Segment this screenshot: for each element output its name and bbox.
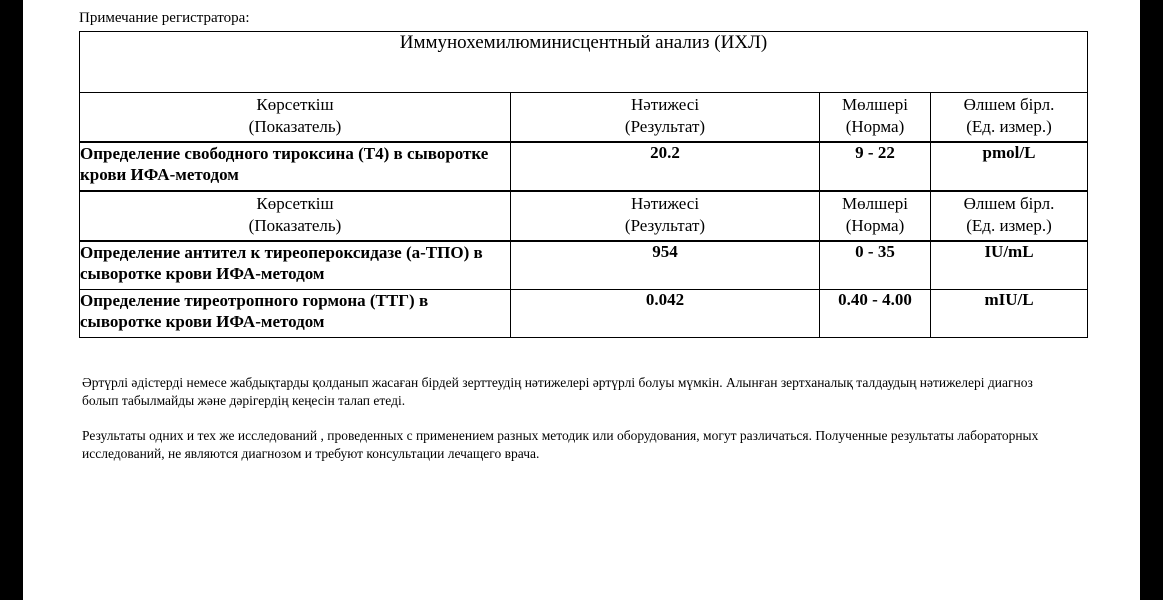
row-result: 0.042	[511, 290, 820, 338]
disclaimer-kazakh: Әртүрлі әдістерді немесе жабдықтарды қолданып жасаған бірдей зерттеудің нәтижелері әртүрлі болуы мүмкін. Алынған зертханалық талдаудың нәтижелері диагноз болып табылмайды және дәрігердің кеңесін талап етеді.	[82, 375, 1033, 408]
row-norm: 9 - 22	[820, 142, 931, 191]
table-header-row	[80, 191, 1088, 241]
header-result	[511, 191, 820, 241]
header-result-ru: (Результат)	[624, 117, 706, 136]
header-unit-ru: (Ед. измер.)	[966, 117, 1052, 136]
row-result: 20.2	[511, 142, 820, 191]
row-unit: pmol/L	[931, 142, 1088, 191]
row-norm: 0.40 - 4.00	[820, 290, 931, 338]
header-indicator-ru: (Показатель)	[248, 216, 342, 235]
header-norm	[820, 93, 931, 143]
header-norm-ru: (Норма)	[845, 117, 905, 136]
table-title: Иммунохемилюминисцентный анализ (ИХЛ)	[80, 32, 1088, 93]
header-indicator	[80, 191, 511, 241]
header-unit	[931, 93, 1088, 143]
row-parameter: Определение тиреотропного гормона (ТТГ) в сыворотке крови ИФА-методом	[80, 290, 511, 338]
header-unit-kz: Өлшем бірл.	[963, 194, 1055, 213]
header-indicator	[80, 93, 511, 143]
row-result: 954	[511, 241, 820, 290]
row-unit: IU/mL	[931, 241, 1088, 290]
header-norm-kz: Мөлшері	[842, 95, 908, 114]
table-row	[80, 290, 1088, 338]
table-row	[80, 142, 1088, 191]
header-norm-ru: (Норма)	[845, 216, 905, 235]
header-result-ru: (Результат)	[624, 216, 706, 235]
header-indicator-ru: (Показатель)	[248, 117, 342, 136]
header-norm	[820, 191, 931, 241]
row-parameter: Определение свободного тироксина (Т4) в сыворотке крови ИФА-методом	[80, 142, 511, 191]
header-norm-kz: Мөлшері	[842, 194, 908, 213]
row-norm: 0 - 35	[820, 241, 931, 290]
table-row	[80, 241, 1088, 290]
header-unit-kz: Өлшем бірл.	[963, 95, 1055, 114]
table-header-row	[80, 93, 1088, 143]
header-indicator-kz: Көрсеткіш	[256, 95, 334, 114]
header-unit-ru: (Ед. измер.)	[966, 216, 1052, 235]
header-indicator-kz: Көрсеткіш	[256, 194, 334, 213]
header-result-kz: Нәтижесі	[630, 194, 700, 213]
document-page	[23, 0, 1140, 600]
table-title-row	[80, 32, 1088, 93]
header-result	[511, 93, 820, 143]
header-unit	[931, 191, 1088, 241]
row-unit: mIU/L	[931, 290, 1088, 338]
disclaimer-russian: Результаты одних и тех же исследований , проведенных с применением разных методик или оборудования, могут различаться. Полученные результаты лабораторных исследований, не являются диагнозом и требуют консультации лечащего врача.	[82, 428, 1039, 461]
row-parameter: Определение антител к тиреопероксидазе (а-ТПО) в сыворотке крови ИФА-методом	[80, 241, 511, 290]
header-result-kz: Нәтижесі	[630, 95, 700, 114]
results-table	[79, 31, 1088, 338]
registrar-note: Примечание регистратора:	[79, 10, 250, 26]
